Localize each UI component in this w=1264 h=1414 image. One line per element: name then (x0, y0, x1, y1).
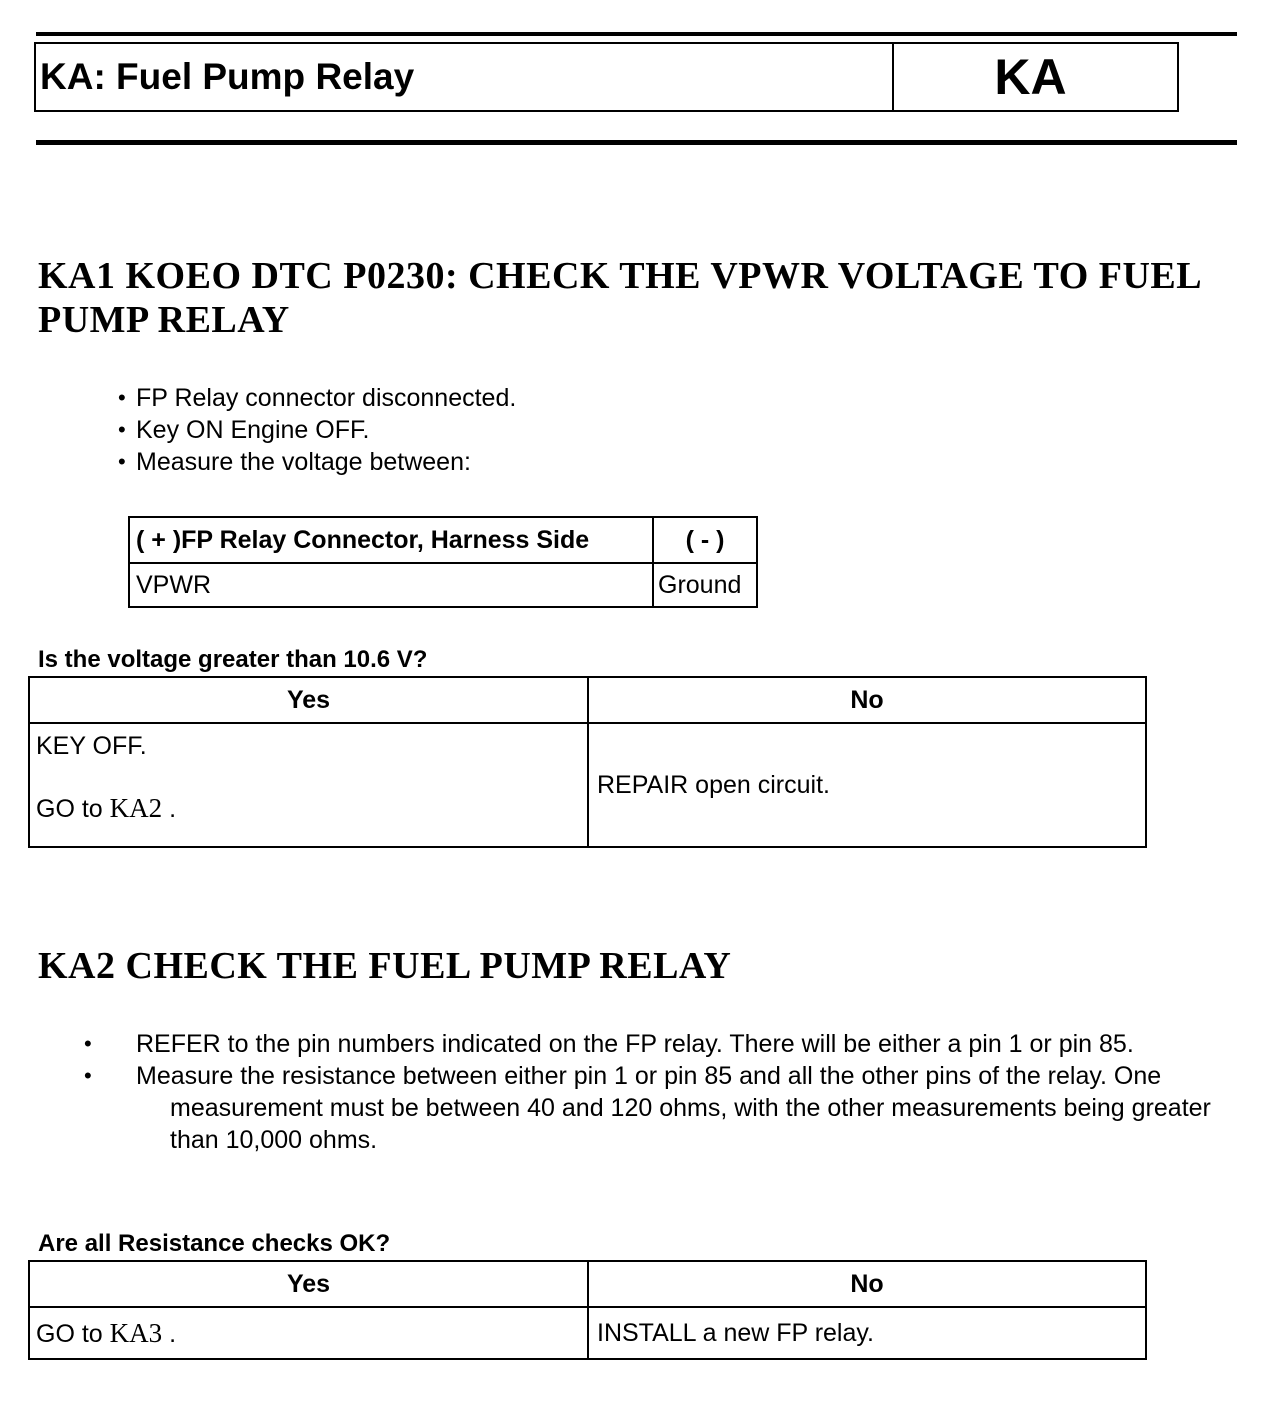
section-ka1-heading-line2: PUMP RELAY (38, 299, 290, 341)
goto-suffix: . (169, 795, 177, 823)
measurement-header-negative: ( - ) (653, 517, 757, 563)
ka1-yes-cell (29, 723, 588, 847)
ka2-yes-cell (29, 1307, 588, 1359)
page-header (34, 42, 1179, 112)
goto-suffix: . (169, 1319, 177, 1348)
header-bottom-rule (36, 140, 1237, 145)
goto-ka3-link[interactable]: KA3 (109, 1317, 163, 1348)
section-code: KA (994, 49, 1067, 105)
ka1-bullet-list (118, 382, 516, 478)
ka1-no-header: No (588, 677, 1146, 723)
ka1-yes-line1: KEY OFF. (36, 732, 147, 760)
list-item: • REFER to the pin numbers indicated on the FP relay. There will be either a pin 1 or pin 85. (118, 1028, 1228, 1060)
section-ka1-heading (38, 254, 1202, 342)
ka1-yes-goto (36, 793, 581, 824)
measurement-cell-negative: Ground (653, 563, 757, 607)
list-item: • Measure the resistance between either pin 1 or pin 85 and all the other pins of the relay. One measurement must be between 40 and 120 ohms, with the other measurements being greater than 10,000 ohms. (118, 1060, 1228, 1156)
ka2-no-cell: INSTALL a new FP relay. (588, 1307, 1146, 1359)
list-item: • FP Relay connector disconnected. (118, 382, 516, 414)
ka2-bullet-list (118, 1028, 1228, 1156)
section-ka2-heading: KA2 CHECK THE FUEL PUMP RELAY (38, 945, 732, 987)
ka1-answer-table (28, 676, 1147, 848)
goto-ka2-link[interactable]: KA2 (109, 793, 163, 823)
goto-prefix: GO to (36, 1319, 103, 1348)
measurement-header-positive: ( + )FP Relay Connector, Harness Side (129, 517, 653, 563)
ka2-answer-table (28, 1260, 1147, 1360)
list-item: • Measure the voltage between: (118, 446, 516, 478)
ka1-no-cell: REPAIR open circuit. (588, 723, 1146, 847)
measurement-table (128, 516, 758, 608)
ka2-no-header: No (588, 1261, 1146, 1307)
page-title: KA: Fuel Pump Relay (36, 44, 894, 110)
measurement-cell-positive: VPWR (129, 563, 653, 607)
ka1-question: Is the voltage greater than 10.6 V? (38, 646, 428, 673)
goto-prefix: GO to (36, 795, 103, 823)
top-rule (36, 32, 1237, 36)
list-item: • Key ON Engine OFF. (118, 414, 516, 446)
ka1-yes-header: Yes (29, 677, 588, 723)
ka2-yes-header: Yes (29, 1261, 588, 1307)
section-ka1-heading-line1: KA1 KOEO DTC P0230: CHECK THE VPWR VOLTAGE TO FUEL (38, 255, 1203, 297)
ka2-question: Are all Resistance checks OK? (38, 1230, 391, 1257)
